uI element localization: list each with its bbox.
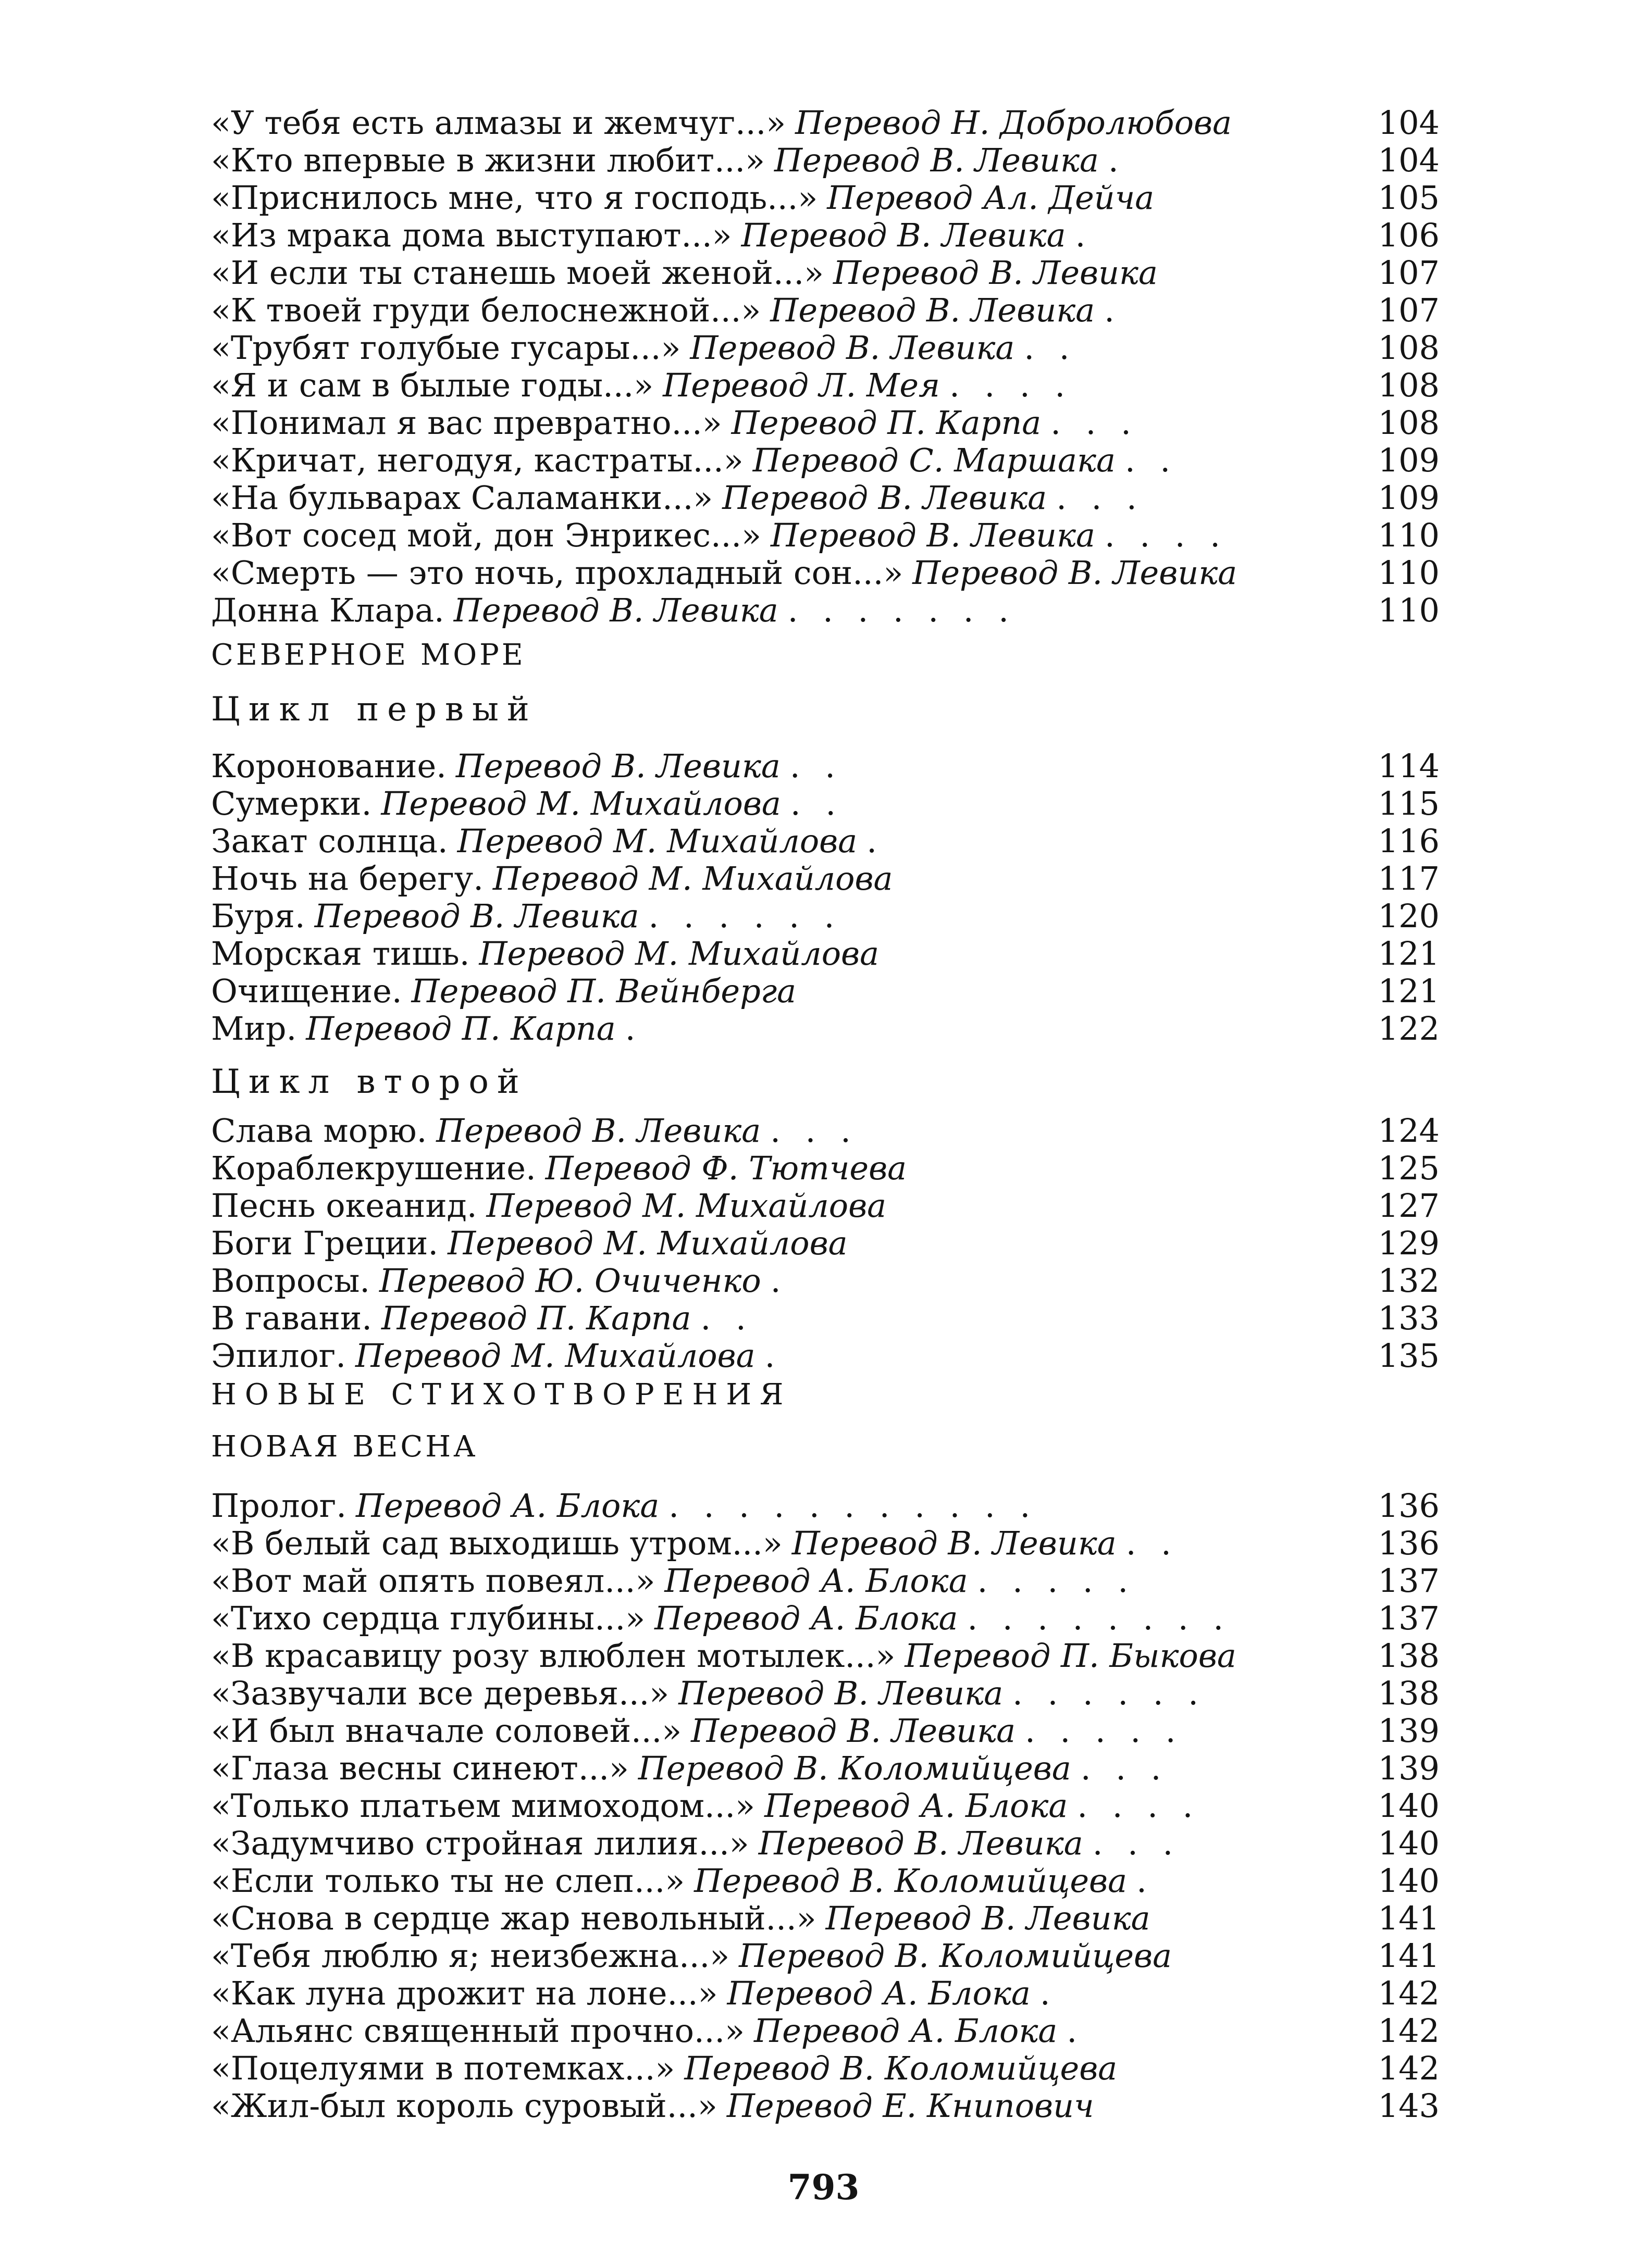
toc-entry	[0, 217, 1647, 254]
toc-entry	[0, 367, 1647, 404]
toc-entry-text	[211, 404, 1355, 442]
toc-entry	[0, 973, 1647, 1010]
toc-entry-text	[211, 1112, 1355, 1150]
toc-entry-text	[211, 1750, 1355, 1787]
toc-entry-translator: Перевод П. Карпа	[381, 1300, 691, 1337]
toc-entry	[0, 404, 1647, 442]
toc-entry-title: Пролог.	[211, 1487, 346, 1525]
toc-entry-leader-dots: .	[1067, 2012, 1085, 2050]
toc-entry-translator: Перевод Ф. Тютчева	[545, 1150, 907, 1187]
toc-entry-leader-dots: .	[866, 823, 884, 860]
toc-entry-title: «Приснилось мне, что я господь...»	[211, 179, 818, 217]
toc-entry-text	[211, 1337, 1355, 1375]
toc-entry-text	[211, 1675, 1355, 1712]
section-heading-new-poems: НОВЫЕ СТИХОТВОРЕНИЯ	[211, 1378, 792, 1412]
toc-entry-title: Слава морю.	[211, 1112, 427, 1150]
toc-entry-translator: Перевод М. Михайлова	[448, 1225, 848, 1262]
toc-entry-page-number: 136	[1378, 1524, 1440, 1562]
toc-entry-leader-dots: . .	[790, 785, 844, 823]
toc-entry-leader-dots: . . .	[770, 1112, 858, 1150]
toc-entry	[0, 935, 1647, 973]
toc-entry	[0, 2012, 1647, 2050]
toc-entry-text	[211, 1262, 1355, 1300]
toc-entry-title: Боги Греции.	[211, 1225, 439, 1262]
toc-entry-translator: Перевод Н. Добролюбова	[795, 104, 1232, 142]
toc-entry-translator: Перевод П. Карпа	[306, 1010, 616, 1048]
toc-entry-page-number: 124	[1378, 1112, 1440, 1150]
toc-entry-page-number: 109	[1378, 479, 1440, 517]
toc-entry	[0, 747, 1647, 785]
toc-entry-text	[211, 1010, 1355, 1048]
toc-entry	[0, 592, 1647, 629]
toc-entry-translator: Перевод В. Левика	[691, 1712, 1016, 1750]
toc-entry-title: «У тебя есть алмазы и жемчуг...»	[211, 104, 786, 142]
toc-entry-page-number: 138	[1378, 1674, 1440, 1712]
toc-entry	[0, 1862, 1647, 1900]
toc-entry-page-number: 116	[1378, 822, 1440, 860]
toc-entry-page-number: 122	[1378, 1010, 1440, 1048]
toc-group-3	[0, 1112, 1647, 1375]
toc-entry-page-number: 141	[1378, 1937, 1440, 1975]
toc-entry-text	[211, 1300, 1355, 1337]
toc-entry-translator: Перевод В. Левика	[690, 329, 1015, 367]
toc-entry-translator: Перевод Ал. Дейча	[827, 179, 1155, 217]
toc-entry-page-number: 125	[1378, 1149, 1440, 1187]
toc-entry	[0, 517, 1647, 554]
toc-entry-title: «Понимал я вас превратно...»	[211, 404, 722, 442]
toc-entry-leader-dots: .	[625, 1010, 643, 1048]
toc-entry-leader-dots: . . . . . . . .	[967, 1600, 1231, 1637]
toc-entry-leader-dots: . .	[1024, 329, 1077, 367]
toc-entry-leader-dots: . .	[1125, 1525, 1179, 1562]
toc-entry-text	[211, 1787, 1355, 1825]
toc-entry	[0, 1975, 1647, 2012]
toc-entry-translator: Перевод А. Блока	[727, 1975, 1031, 2012]
toc-entry-title: Песнь океанид.	[211, 1187, 477, 1225]
toc-entry-leader-dots: . . . .	[1104, 517, 1228, 554]
toc-entry-leader-dots: . . . .	[949, 367, 1073, 404]
toc-entry-translator: Перевод В. Коломийцева	[638, 1750, 1071, 1787]
toc-entry-leader-dots: . . .	[1050, 404, 1138, 442]
toc-entry	[0, 823, 1647, 860]
toc-entry	[0, 1750, 1647, 1787]
toc-entry-title: «Зазвучали все деревья...»	[211, 1675, 670, 1712]
toc-entry-page-number: 143	[1378, 2087, 1440, 2125]
toc-entry-translator: Перевод В. Коломийцева	[684, 2050, 1118, 2087]
toc-entry-title: «Из мрака дома выступают...»	[211, 217, 732, 254]
toc-entry-page-number: 142	[1378, 2012, 1440, 2050]
toc-entry-translator: Перевод П. Карпа	[731, 404, 1042, 442]
toc-entry-title: «Поцелуями в потемках...»	[211, 2050, 675, 2087]
toc-group-2	[0, 747, 1647, 1048]
toc-entry	[0, 1225, 1647, 1262]
toc-entry-text	[211, 367, 1355, 404]
toc-entry-text	[211, 1225, 1355, 1262]
toc-entry-leader-dots: .	[1136, 1862, 1154, 1900]
toc-entry-page-number: 142	[1378, 2049, 1440, 2087]
toc-entry-title: Сумерки.	[211, 785, 372, 823]
toc-entry-text	[211, 1600, 1355, 1637]
toc-entry-text	[211, 747, 1355, 785]
toc-group-4	[0, 1487, 1647, 2125]
toc-entry-title: «Вот май опять повеял...»	[211, 1562, 655, 1600]
toc-entry-page-number: 135	[1378, 1337, 1440, 1375]
toc-entry-text	[211, 823, 1355, 860]
toc-entry	[0, 2050, 1647, 2087]
toc-entry-text	[211, 1825, 1355, 1862]
toc-entry-page-number: 120	[1378, 897, 1440, 935]
toc-entry-leader-dots: . . . . . .	[648, 898, 842, 935]
toc-entry-translator: Перевод В. Левика	[791, 1525, 1117, 1562]
toc-entry-title: «Смерть — это ночь, прохладный сон...»	[211, 554, 903, 592]
toc-entry-translator: Перевод А. Блока	[654, 1600, 958, 1637]
toc-entry-translator: Перевод В. Левика	[455, 747, 781, 785]
toc-entry	[0, 1562, 1647, 1600]
toc-entry-translator: Перевод Е. Книпович	[726, 2087, 1094, 2125]
toc-entry-leader-dots: . .	[700, 1300, 753, 1337]
toc-entry-translator: Перевод П. Быкова	[905, 1637, 1236, 1675]
toc-entry-translator: Перевод В. Левика	[770, 292, 1095, 329]
toc-entry-page-number: 117	[1378, 859, 1440, 898]
toc-entry-translator: Перевод М. Михайлова	[355, 1337, 756, 1375]
toc-entry-leader-dots: .	[764, 1337, 783, 1375]
toc-entry-title: «Снова в сердце жар невольный...»	[211, 1900, 816, 1937]
toc-entry-page-number: 108	[1378, 404, 1440, 442]
toc-entry-page-number: 138	[1378, 1637, 1440, 1675]
toc-entry-title: «Жил-был король суровый...»	[211, 2087, 717, 2125]
toc-entry-title: Эпилог.	[211, 1337, 346, 1375]
toc-entry-translator: Перевод В. Левика	[912, 554, 1237, 592]
toc-entry-title: «Альянс священный прочно...»	[211, 2012, 745, 2050]
toc-entry-title: Ночь на берегу.	[211, 860, 484, 898]
toc-entry-title: Очищение.	[211, 973, 402, 1010]
toc-entry-title: Вопросы.	[211, 1262, 370, 1300]
toc-entry-page-number: 140	[1378, 1862, 1440, 1900]
toc-group-1	[0, 104, 1647, 629]
toc-entry-translator: Перевод М. Михайлова	[486, 1187, 887, 1225]
toc-entry-page-number: 115	[1378, 784, 1440, 823]
toc-entry-translator: Перевод А. Блока	[754, 2012, 1058, 2050]
toc-entry	[0, 1300, 1647, 1337]
toc-entry-title: «Тихо сердца глубины...»	[211, 1600, 646, 1637]
toc-entry-text	[211, 2087, 1355, 2125]
toc-entry-leader-dots: . . . . . . .	[787, 592, 1016, 629]
toc-entry	[0, 554, 1647, 592]
toc-entry-translator: Перевод В. Левика	[678, 1675, 1004, 1712]
toc-entry-translator: Перевод А. Блока	[664, 1562, 968, 1600]
toc-entry-text	[211, 142, 1355, 179]
toc-entry-text	[211, 292, 1355, 329]
toc-entry-translator: Перевод М. Михайлова	[457, 823, 858, 860]
toc-entry-text	[211, 1187, 1355, 1225]
toc-entry-translator: Перевод П. Вейнберга	[411, 973, 797, 1010]
toc-entry-page-number: 110	[1378, 591, 1440, 629]
toc-entry	[0, 860, 1647, 898]
toc-entry-text	[211, 898, 1355, 935]
toc-entry-leader-dots: . . .	[1092, 1825, 1181, 1862]
toc-entry-text	[211, 1975, 1355, 2012]
toc-entry-title: Мир.	[211, 1010, 297, 1048]
toc-entry-translator: Перевод Ю. Очиченко	[379, 1262, 761, 1300]
toc-entry	[0, 142, 1647, 179]
toc-entry	[0, 1112, 1647, 1150]
toc-entry-page-number: 139	[1378, 1749, 1440, 1787]
toc-entry-leader-dots: . .	[1124, 442, 1178, 479]
toc-entry-translator: Перевод В. Левика	[314, 898, 639, 935]
toc-entry	[0, 1712, 1647, 1750]
toc-entry-leader-dots: . . . . . .	[1012, 1675, 1206, 1712]
toc-entry-leader-dots: . . . .	[1077, 1787, 1200, 1825]
toc-entry-title: Буря.	[211, 898, 305, 935]
toc-entry-title: Закат солнца.	[211, 823, 448, 860]
toc-entry	[0, 104, 1647, 142]
toc-entry-title: «Я и сам в былые годы...»	[211, 367, 654, 404]
toc-entry	[0, 1787, 1647, 1825]
toc-entry-translator: Перевод В. Левика	[722, 479, 1047, 517]
toc-entry-page-number: 129	[1378, 1224, 1440, 1262]
toc-entry-page-number: 140	[1378, 1787, 1440, 1825]
toc-entry-text	[211, 104, 1355, 142]
toc-entry	[0, 479, 1647, 517]
toc-entry-text	[211, 1487, 1355, 1525]
toc-entry-text	[211, 254, 1355, 292]
toc-entry-translator: Перевод В. Левика	[825, 1900, 1150, 1937]
toc-entry-leader-dots: .	[1039, 1975, 1058, 2012]
toc-entry-page-number: 104	[1378, 141, 1440, 179]
toc-entry-translator: Перевод В. Левика	[758, 1825, 1083, 1862]
toc-entry-text	[211, 2012, 1355, 2050]
toc-entry-text	[211, 935, 1355, 973]
section-heading-north-sea: СЕВЕРНОЕ МОРЕ	[211, 638, 526, 672]
toc-entry-leader-dots: . . .	[1056, 479, 1144, 517]
toc-entry	[0, 898, 1647, 935]
toc-entry-title: «К твоей груди белоснежной...»	[211, 292, 761, 329]
toc-entry-page-number: 139	[1378, 1712, 1440, 1750]
toc-entry	[0, 1525, 1647, 1562]
subsection-heading-cycle-1: Цикл первый	[211, 690, 538, 729]
toc-entry	[0, 254, 1647, 292]
toc-entry-leader-dots: . . . . .	[977, 1562, 1136, 1600]
toc-entry-page-number: 140	[1378, 1824, 1440, 1862]
toc-entry-text	[211, 329, 1355, 367]
toc-entry-title: «Кричат, негодуя, кастраты...»	[211, 442, 744, 479]
toc-entry-page-number: 109	[1378, 441, 1440, 479]
toc-entry-leader-dots: .	[1075, 217, 1093, 254]
toc-entry	[0, 292, 1647, 329]
toc-entry-leader-dots: .	[1108, 142, 1126, 179]
toc-entry-title: «На бульварах Саламанки...»	[211, 479, 713, 517]
toc-entry-text	[211, 1937, 1355, 1975]
toc-entry-page-number: 108	[1378, 329, 1440, 367]
toc-entry-leader-dots: . . . . . . . . . . .	[668, 1487, 1038, 1525]
toc-entry	[0, 2087, 1647, 2125]
toc-entry-title: «В белый сад выходишь утром...»	[211, 1525, 783, 1562]
toc-entry	[0, 179, 1647, 217]
toc-entry-text	[211, 785, 1355, 823]
toc-entry-text	[211, 1900, 1355, 1937]
toc-entry-translator: Перевод С. Маршака	[752, 442, 1116, 479]
toc-entry-translator: Перевод В. Левика	[741, 217, 1066, 254]
toc-entry-text	[211, 2050, 1355, 2087]
toc-entry-title: «Кто впервые в жизни любит...»	[211, 142, 765, 179]
section-heading-new-spring: НОВАЯ ВЕСНА	[211, 1430, 478, 1464]
toc-entry-translator: Перевод В. Коломийцева	[739, 1937, 1172, 1975]
toc-entry-text	[211, 973, 1355, 1010]
toc-entry-translator: Перевод В. Левика	[833, 254, 1158, 292]
page-number: 793	[787, 2167, 860, 2208]
toc-entry-page-number: 121	[1378, 972, 1440, 1010]
toc-entry-title: «Как луна дрожит на лоне...»	[211, 1975, 718, 2012]
toc-entry-leader-dots: . .	[789, 747, 843, 785]
toc-entry-translator: Перевод А. Блока	[356, 1487, 660, 1525]
toc-entry-page-number: 121	[1378, 934, 1440, 973]
toc-entry-leader-dots: .	[770, 1262, 788, 1300]
toc-entry-title: Морская тишь.	[211, 935, 470, 973]
toc-entry	[0, 1337, 1647, 1375]
toc-entry-translator: Перевод М. Михайлова	[479, 935, 880, 973]
toc-entry-page-number: 110	[1378, 516, 1440, 554]
toc-entry-page-number: 108	[1378, 366, 1440, 404]
toc-entry-text	[211, 1562, 1355, 1600]
toc-entry	[0, 329, 1647, 367]
toc-entry-title: Коронование.	[211, 747, 447, 785]
toc-entry	[0, 442, 1647, 479]
toc-entry-translator: Перевод В. Левика	[774, 142, 1099, 179]
toc-entry-translator: Перевод В. Левика	[771, 517, 1095, 554]
toc-entry-page-number: 132	[1378, 1262, 1440, 1300]
toc-entry-text	[211, 1525, 1355, 1562]
toc-entry-title: Донна Клара.	[211, 592, 444, 629]
toc-entry-text	[211, 554, 1355, 592]
toc-entry	[0, 1825, 1647, 1862]
toc-entry	[0, 1937, 1647, 1975]
toc-entry-title: «И если ты станешь моей женой...»	[211, 254, 824, 292]
toc-entry-page-number: 107	[1378, 254, 1440, 292]
toc-entry	[0, 1187, 1647, 1225]
toc-entry-page-number: 114	[1378, 747, 1440, 785]
toc-entry	[0, 1262, 1647, 1300]
toc-entry	[0, 1675, 1647, 1712]
toc-entry-title: «Если только ты не слеп...»	[211, 1862, 685, 1900]
toc-entry-title: «Глаза весны синеют...»	[211, 1750, 629, 1787]
toc-entry	[0, 1010, 1647, 1048]
toc-entry-page-number: 133	[1378, 1299, 1440, 1337]
toc-entry-title: Кораблекрушение.	[211, 1150, 536, 1187]
toc-entry-page-number: 137	[1378, 1562, 1440, 1600]
toc-entry-translator: Перевод М. Михайлова	[381, 785, 781, 823]
toc-entry	[0, 1150, 1647, 1187]
toc-entry	[0, 1600, 1647, 1637]
toc-entry-page-number: 142	[1378, 1974, 1440, 2012]
toc-entry-title: В гавани.	[211, 1300, 372, 1337]
toc-entry-text	[211, 217, 1355, 254]
toc-entry-page-number: 104	[1378, 104, 1440, 142]
toc-entry-page-number: 107	[1378, 291, 1440, 329]
toc-entry-text	[211, 442, 1355, 479]
toc-entry-title: «Вот сосед мой, дон Энрикес...»	[211, 517, 761, 554]
toc-entry-leader-dots: .	[1104, 292, 1122, 329]
subsection-heading-cycle-2: Цикл второй	[211, 1063, 528, 1101]
toc-entry-text	[211, 1862, 1355, 1900]
toc-entry-title: «Тебя люблю я; неизбежна...»	[211, 1937, 730, 1975]
toc-entry-title: «Трубят голубые гусары...»	[211, 329, 681, 367]
toc-entry-translator: Перевод В. Левика	[453, 592, 778, 629]
toc-entry-text	[211, 179, 1355, 217]
toc-entry-leader-dots: . . . . .	[1025, 1712, 1183, 1750]
toc-entry-page-number: 110	[1378, 554, 1440, 592]
toc-entry-text	[211, 1712, 1355, 1750]
toc-entry-text	[211, 1150, 1355, 1187]
toc-entry-title: «И был вначале соловей...»	[211, 1712, 682, 1750]
toc-entry-title: «Задумчиво стройная лилия...»	[211, 1825, 749, 1862]
toc-entry-translator: Перевод М. Михайлова	[492, 860, 893, 898]
toc-entry-translator: Перевод А. Блока	[764, 1787, 1068, 1825]
toc-entry-title: «В красавицу розу влюблен мотылек...»	[211, 1637, 896, 1675]
toc-entry-text	[211, 517, 1355, 554]
toc-entry-translator: Перевод В. Коломийцева	[694, 1862, 1128, 1900]
toc-entry-page-number: 136	[1378, 1487, 1440, 1525]
toc-entry-page-number: 141	[1378, 1899, 1440, 1937]
toc-entry-page-number: 106	[1378, 216, 1440, 254]
toc-entry	[0, 1487, 1647, 1525]
toc-entry-translator: Перевод В. Левика	[436, 1112, 761, 1150]
toc-entry-leader-dots: . . .	[1080, 1750, 1169, 1787]
toc-entry-text	[211, 592, 1355, 629]
toc-entry-title: «Только платьем мимоходом...»	[211, 1787, 756, 1825]
toc-entry-page-number: 105	[1378, 179, 1440, 217]
toc-entry-page-number: 127	[1378, 1187, 1440, 1225]
toc-entry-text	[211, 1637, 1355, 1675]
toc-entry-page-number: 137	[1378, 1599, 1440, 1637]
toc-entry-text	[211, 860, 1355, 898]
toc-entry	[0, 785, 1647, 823]
toc-entry	[0, 1637, 1647, 1675]
toc-entry	[0, 1900, 1647, 1937]
toc-entry-translator: Перевод Л. Мея	[663, 367, 940, 404]
toc-entry-text	[211, 479, 1355, 517]
